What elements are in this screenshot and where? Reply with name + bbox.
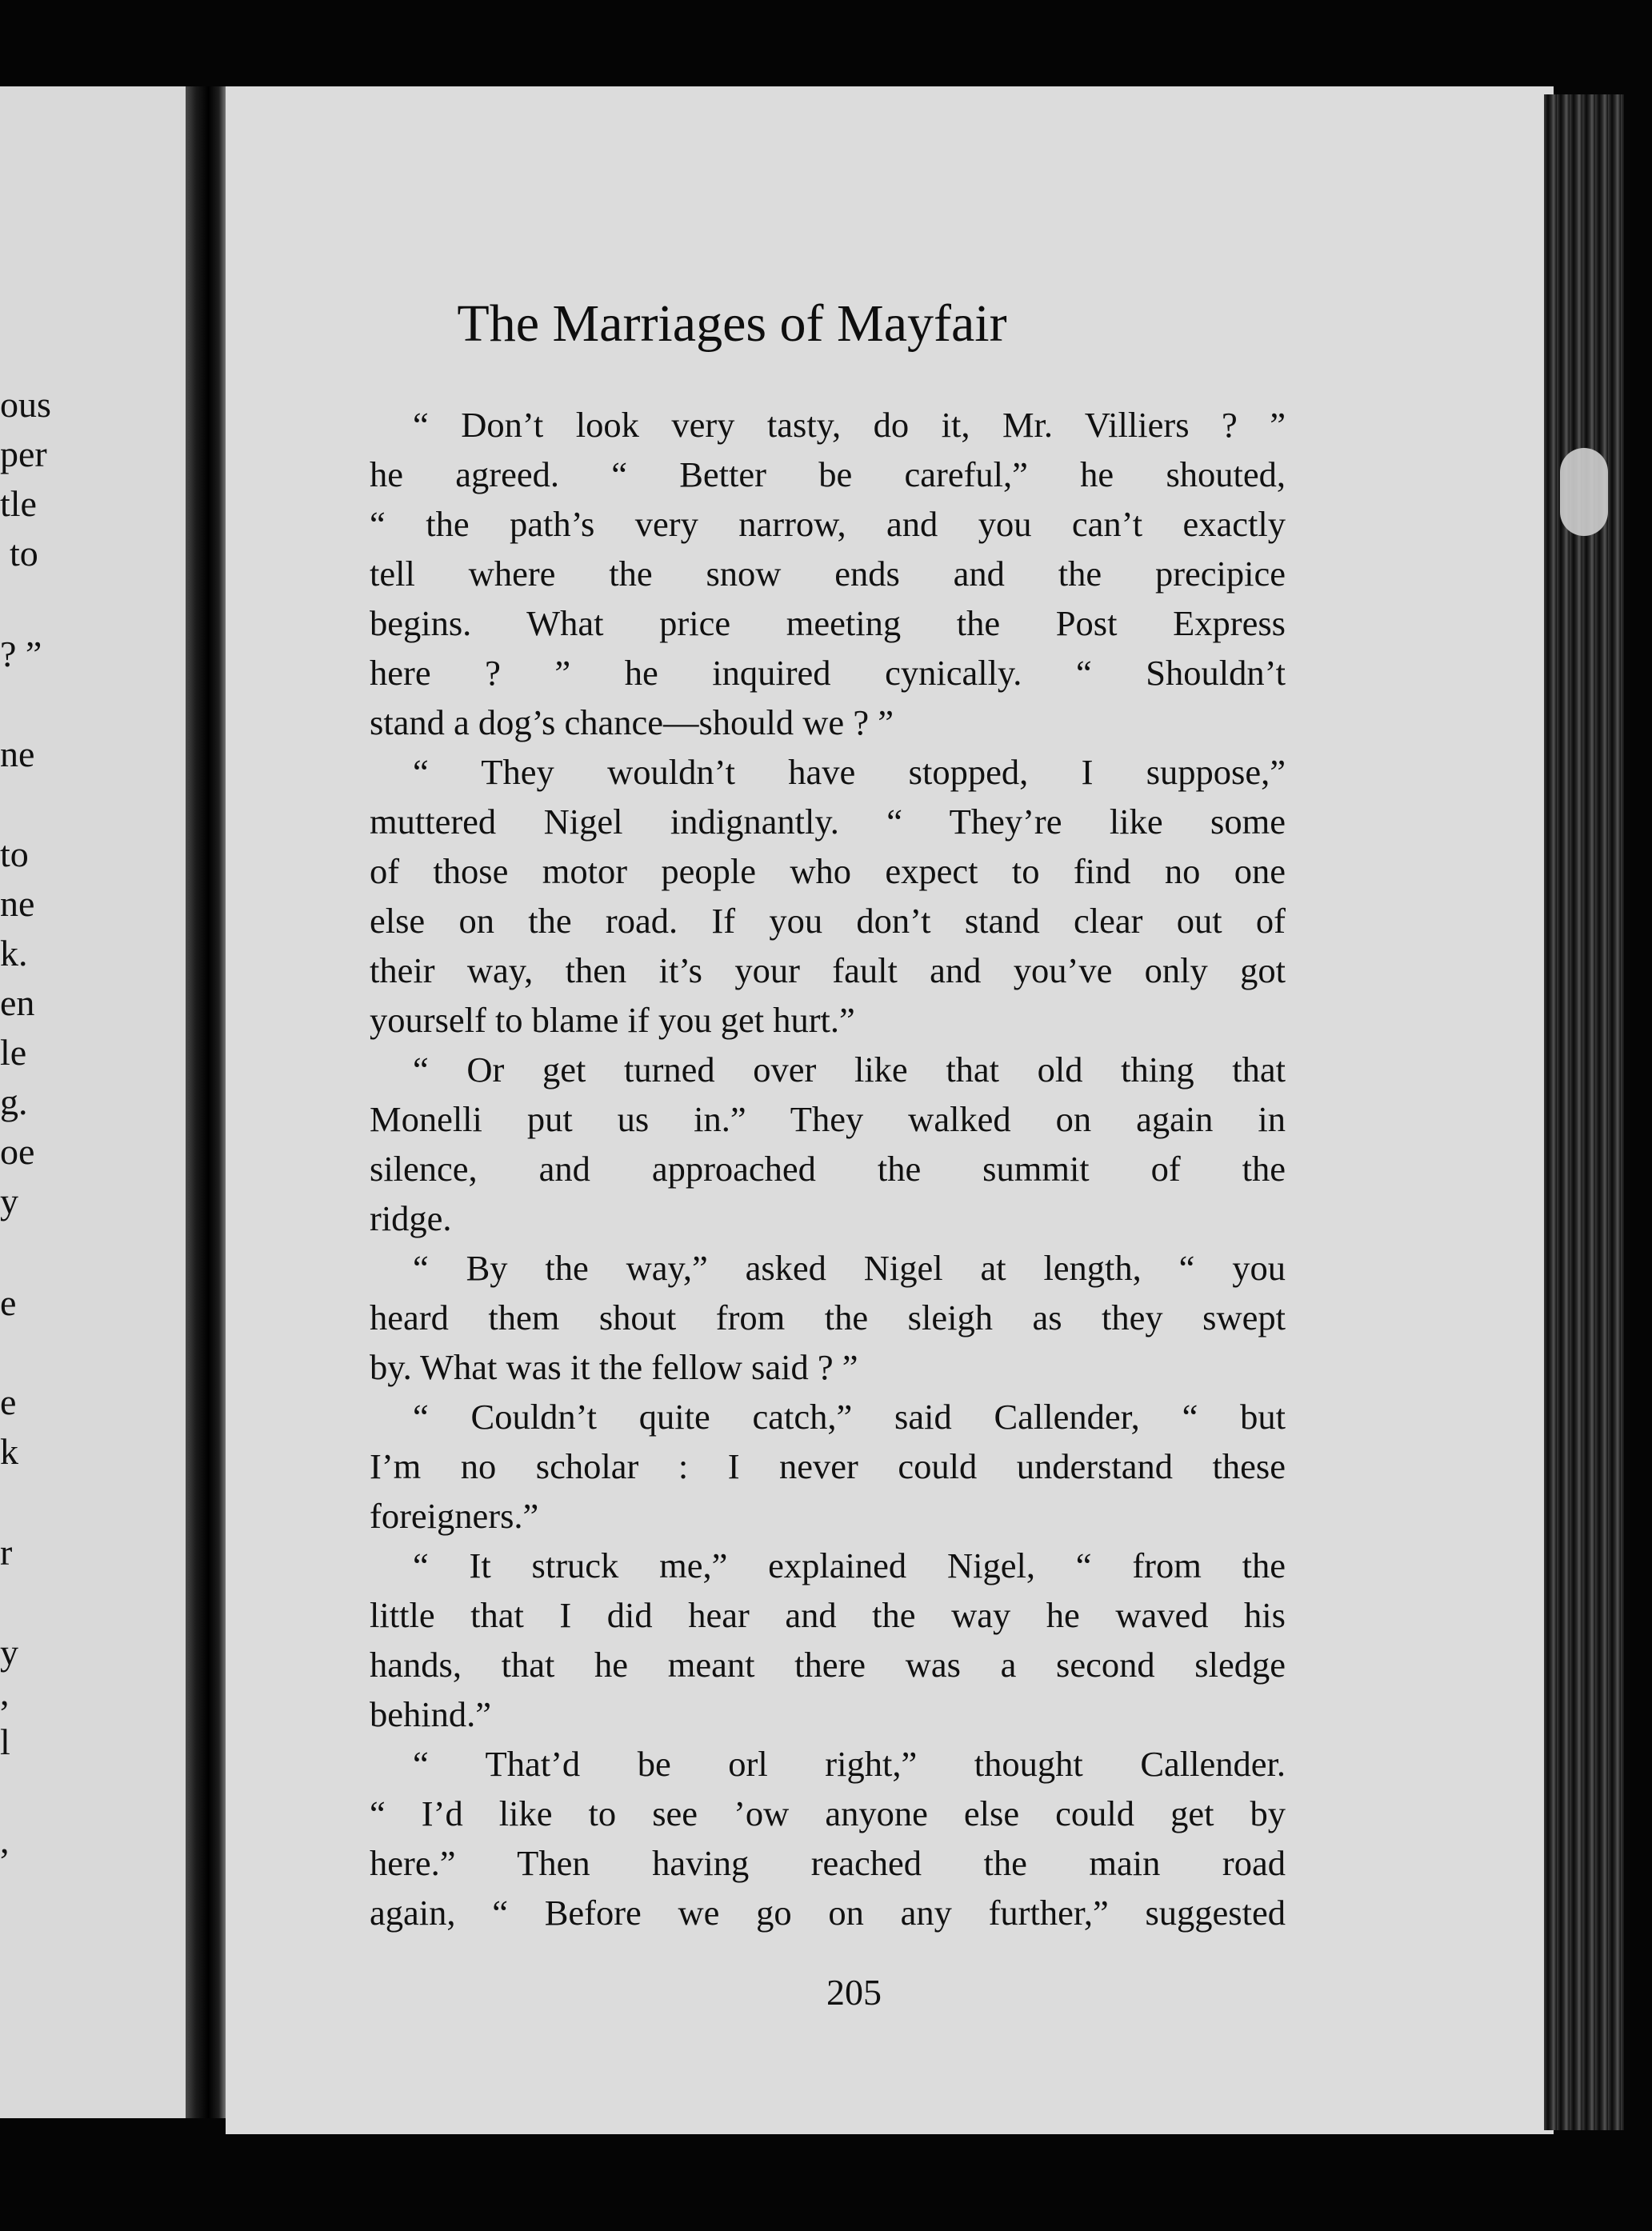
text-line: heard them shout from the sleigh as they swept xyxy=(370,1297,1286,1337)
body-text xyxy=(370,400,1286,1937)
text-line: “ They wouldn’t have stopped, I suppose,” xyxy=(413,752,1286,792)
text-line: silence, and approached the summit of the xyxy=(370,1149,1286,1189)
facing-page-text: r xyxy=(0,1532,13,1573)
text-line: “ the path’s very narrow, and you can’t exactly xyxy=(370,504,1286,544)
facing-page-text: ne xyxy=(0,883,35,924)
facing-page-text: ? ” xyxy=(0,634,42,674)
text-line: stand a dog’s chance—should we ? ” xyxy=(370,702,894,742)
text-line: foreigners.” xyxy=(370,1496,539,1536)
book-gutter xyxy=(186,86,227,2118)
facing-page-text: l xyxy=(0,1721,10,1762)
text-line: he agreed. “ Better be careful,” he shouted, xyxy=(370,454,1286,494)
text-line: by. What was it the fellow said ? ” xyxy=(370,1347,858,1387)
facing-page-text: e xyxy=(0,1381,17,1422)
text-line: “ Or get turned over like that old thing that xyxy=(413,1050,1286,1090)
facing-page-text: oe xyxy=(0,1131,35,1172)
facing-page-text: ne xyxy=(0,734,35,774)
text-line: behind.” xyxy=(370,1694,491,1734)
text-line: here ? ” he inquired cynically. “ Shouldn’t xyxy=(370,653,1286,693)
facing-page-text: e xyxy=(0,1282,17,1323)
text-line: hands, that he meant there was a second sledge xyxy=(370,1645,1286,1685)
text-line: “ Don’t look very tasty, do it, Mr. Villiers ? ” xyxy=(413,405,1286,445)
facing-page-text: to xyxy=(0,834,29,874)
facing-page-text: per xyxy=(0,434,47,474)
text-line: muttered Nigel indignantly. “ They’re like some xyxy=(370,802,1286,842)
facing-page-fragment xyxy=(0,86,192,2118)
facing-page-text: ous xyxy=(0,384,51,425)
text-line: tell where the snow ends and the precipice xyxy=(370,554,1286,594)
text-line: “ That’d be orl right,” thought Callender. xyxy=(413,1744,1286,1784)
text-line: I’m no scholar : I never could understand these xyxy=(370,1446,1286,1486)
page-edge-highlight xyxy=(1560,448,1608,536)
facing-page-text: , xyxy=(0,1820,10,1861)
text-line: their way, then it’s your fault and you’ve only got xyxy=(370,950,1286,990)
page-number: 205 xyxy=(826,1972,882,2013)
facing-page-text: to xyxy=(10,533,38,574)
text-line: “ Couldn’t quite catch,” said Callender, “ but xyxy=(413,1397,1286,1437)
facing-page-text: le xyxy=(0,1032,27,1073)
running-head: The Marriages of Mayfair xyxy=(457,294,1007,353)
facing-page-text: k xyxy=(0,1431,18,1472)
facing-page-text: y xyxy=(0,1181,18,1221)
text-line: of those motor people who expect to find no one xyxy=(370,851,1286,891)
text-line: else on the road. If you don’t stand clear out of xyxy=(370,901,1286,941)
facing-page-text: tle xyxy=(0,483,37,524)
text-line: ridge. xyxy=(370,1198,452,1238)
text-line: “ I’d like to see ’ow anyone else could get by xyxy=(370,1793,1286,1833)
facing-page-text: y xyxy=(0,1632,18,1673)
page-fore-edge xyxy=(1544,94,1624,2130)
facing-page-text: k. xyxy=(0,933,28,974)
text-line: again, “ Before we go on any further,” suggested xyxy=(370,1893,1286,1933)
facing-page-text: en xyxy=(0,982,35,1023)
text-line: Monelli put us in.” They walked on again in xyxy=(370,1099,1286,1139)
facing-page-text: , xyxy=(0,1672,10,1713)
text-line: here.” Then having reached the main road xyxy=(370,1843,1286,1883)
text-line: yourself to blame if you get hurt.” xyxy=(370,1000,855,1040)
facing-page-text: g. xyxy=(0,1082,28,1122)
text-line: begins. What price meeting the Post Express xyxy=(370,603,1286,643)
text-line: “ By the way,” asked Nigel at length, “ you xyxy=(413,1248,1286,1288)
text-line: little that I did hear and the way he waved his xyxy=(370,1595,1286,1635)
text-line: “ It struck me,” explained Nigel, “ from the xyxy=(413,1545,1286,1585)
